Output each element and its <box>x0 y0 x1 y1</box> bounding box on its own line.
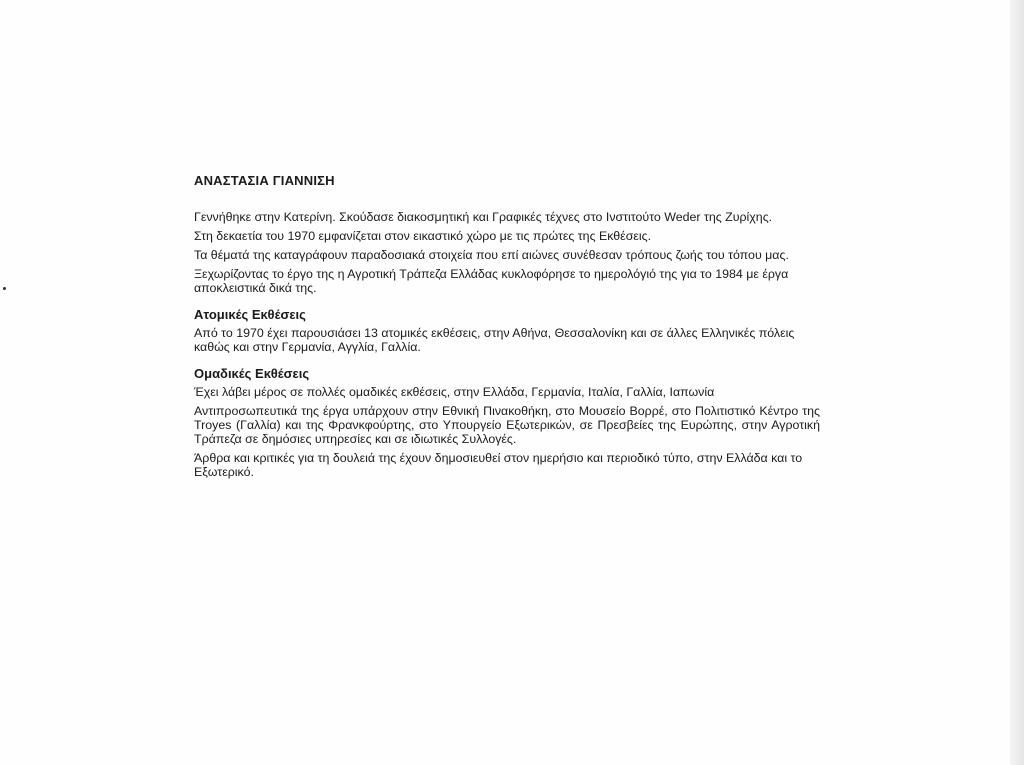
press-paragraph: Άρθρα και κριτικές για τη δουλειά της έχουν δημοσιευθεί στον ημερήσιο και περιοδικό τύπο, στην Ελλάδα και το Εξωτερικό. <box>194 451 803 479</box>
collections-paragraph: Αντιπροσωπευτικά της έργα υπάρχουν στην Εθνική Πινακοθήκη, στο Μουσείο Βορρέ, στο Πολιτιστικό Κέντρο της Troyes (Γαλλία) και της Φρανκφούρτης, στο Υπουργείο Εξωτερικών, σε Πρεσβείες της Ευρώπης, στην Αγροτική Τράπεζα σε δημόσιες υπηρεσίες και σε ιδιωτικές Συλλογές. <box>194 404 820 446</box>
solo-exhibitions-paragraph: Από το 1970 έχει παρουσιάσει 13 ατομικές εκθέσεις, στην Αθήνα, Θεσσαλονίκη και σε άλλες Ελληνικές πόλεις καθώς και στην Γερμανία, Αγγλία, Γαλλία. <box>194 326 795 354</box>
group-exhibitions-heading: Ομαδικές Εκθέσεις <box>194 366 310 381</box>
bio-paragraph-calendar: Ξεχωρίζοντας το έργο της η Αγροτική Τράπεζα Ελλάδας κυκλοφόρησε το ημερολόγιό της για το 1984 με έργα αποκλειστικά δικά της. <box>194 267 789 295</box>
scan-speck <box>3 287 6 290</box>
bio-paragraph-themes: Τα θέματά της καταγράφουν παραδοσιακά στοιχεία που επί αιώνες συνέθεσαν τρόπους ζωής του τόπου μας. <box>194 248 789 262</box>
page-edge-shadow <box>1010 0 1024 765</box>
biography-text-block <box>194 173 820 484</box>
author-name-heading: ΑΝΑΣΤΑΣΙΑ ΓΙΑΝΝΙΣΗ <box>194 173 335 188</box>
solo-exhibitions-heading: Ατομικές Εκθέσεις <box>194 307 306 322</box>
bio-paragraph-1970s: Στη δεκαετία του 1970 εμφανίζεται στον εικαστικό χώρο με τις πρώτες της Εκθέσεις. <box>194 229 652 243</box>
bio-paragraph-birth: Γεννήθηκε στην Κατερίνη. Σκούδασε διακοσμητική και Γραφικές τέχνες στο Ινστιτούτο Weder της Ζυρίχης. <box>194 210 773 224</box>
group-exhibitions-paragraph: Έχει λάβει μέρος σε πολλές ομαδικές εκθέσεις, στην Ελλάδα, Γερμανία, Ιταλία, Γαλλία, Ιαπωνία <box>194 385 715 399</box>
